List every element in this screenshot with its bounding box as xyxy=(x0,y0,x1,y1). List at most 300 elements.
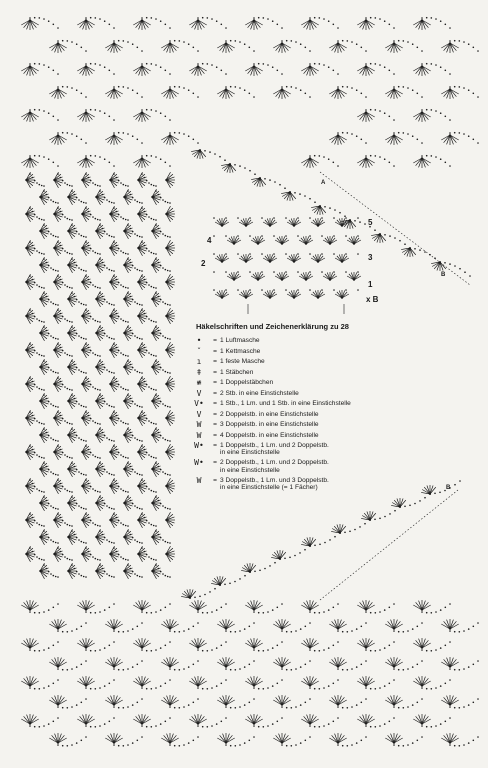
chain-dot xyxy=(225,630,227,632)
chain-dot xyxy=(88,347,90,349)
chain-dot xyxy=(414,248,416,250)
chain-dot xyxy=(95,17,97,19)
chain-dot xyxy=(449,132,451,134)
legend-equals: = xyxy=(213,431,217,439)
chain-dot xyxy=(62,350,64,352)
chain-dot xyxy=(234,581,236,583)
chain-dot xyxy=(50,301,52,303)
chain-dot xyxy=(71,185,73,187)
chain-dot xyxy=(48,112,50,114)
chain-dot xyxy=(34,180,36,182)
chain-dot xyxy=(468,89,470,91)
chain-dot xyxy=(127,326,129,328)
chain-dot xyxy=(454,484,456,486)
chain-dot xyxy=(137,139,139,141)
chain-dot xyxy=(43,18,45,20)
chain-dot xyxy=(29,17,31,19)
chain-dot xyxy=(209,591,211,593)
chain-dot xyxy=(219,156,221,158)
fan-symbol xyxy=(273,733,290,744)
chain-dot xyxy=(83,372,85,374)
chain-dot xyxy=(90,17,92,19)
chain-dot xyxy=(337,603,339,605)
chain-dot xyxy=(264,568,266,570)
chain-dot xyxy=(57,717,59,719)
chain-dot xyxy=(43,224,45,226)
chain-dot xyxy=(64,454,66,456)
chain-dot xyxy=(43,462,45,464)
chain-dot xyxy=(102,296,104,298)
chain-dot xyxy=(169,440,171,442)
chain-dot xyxy=(417,702,419,704)
chain-dot xyxy=(155,18,157,20)
chain-dot xyxy=(83,270,85,272)
fan-symbol xyxy=(335,290,349,299)
chain-dot xyxy=(334,209,336,211)
chain-dot xyxy=(57,479,59,481)
chain-dot xyxy=(419,500,421,502)
fan-symbol xyxy=(239,254,253,263)
chain-dot xyxy=(118,350,120,352)
chain-dot xyxy=(53,70,55,72)
chain-dot xyxy=(90,350,92,352)
chain-dot xyxy=(342,631,344,633)
fan-symbol xyxy=(280,188,298,203)
chain-dot xyxy=(69,321,71,323)
fan-symbol xyxy=(251,236,265,245)
chain-dot xyxy=(249,702,251,704)
fan-symbol xyxy=(441,42,458,53)
chain-dot xyxy=(211,18,213,20)
chain-dot xyxy=(127,559,129,561)
chain-dot xyxy=(118,214,120,216)
chain-dot xyxy=(148,420,150,422)
chain-dot xyxy=(421,50,423,52)
chain-dot xyxy=(104,647,106,649)
chain-dot xyxy=(99,491,101,493)
chain-dot xyxy=(244,666,246,668)
chain-dot xyxy=(211,725,213,727)
legend-item xyxy=(188,379,438,387)
chain-dot xyxy=(85,207,87,209)
chain-dot xyxy=(155,394,157,396)
chain-dot xyxy=(43,355,45,357)
fan-symbol xyxy=(357,157,374,168)
chain-dot xyxy=(57,207,59,209)
chain-dot xyxy=(137,371,139,373)
chain-dot xyxy=(324,206,326,208)
chain-dot xyxy=(393,630,395,632)
chain-dot xyxy=(127,258,129,260)
chain-dot xyxy=(155,321,157,323)
chain-dot xyxy=(113,406,115,408)
chain-dot xyxy=(109,303,111,305)
chain-dot xyxy=(337,132,339,134)
chain-dot xyxy=(118,418,120,420)
chain-dot xyxy=(104,333,106,335)
chain-dot xyxy=(29,173,31,175)
chain-dot xyxy=(431,109,433,111)
chain-dot xyxy=(333,645,335,647)
chain-dot xyxy=(43,326,45,328)
chain-dot xyxy=(48,265,50,267)
chain-dot xyxy=(62,180,64,182)
chain-dot xyxy=(32,517,34,519)
fan-symbol xyxy=(311,290,325,299)
chain-dot xyxy=(207,688,209,690)
chain-dot xyxy=(229,583,231,585)
chain-dot xyxy=(76,401,78,403)
chain-dot xyxy=(160,66,162,68)
chain-dot xyxy=(39,320,41,322)
chain-dot xyxy=(449,706,451,708)
chain-dot xyxy=(76,537,78,539)
chain-dot xyxy=(219,584,221,586)
legend-item xyxy=(188,411,438,419)
chain-dot xyxy=(249,170,251,172)
chain-dot xyxy=(295,41,297,43)
chain-dot xyxy=(99,110,101,112)
chain-dot xyxy=(454,265,456,267)
chain-dot xyxy=(141,513,143,515)
chain-dot xyxy=(125,253,127,255)
chain-dot xyxy=(67,184,69,186)
chain-dot xyxy=(36,250,38,252)
chain-dot xyxy=(32,449,34,451)
chain-dot xyxy=(165,201,167,203)
chain-dot xyxy=(146,17,148,19)
chain-dot xyxy=(357,271,359,273)
chain-dot xyxy=(155,253,157,255)
chain-dot xyxy=(167,576,169,578)
fan-symbol xyxy=(49,134,66,145)
chain-dot xyxy=(160,112,162,114)
chain-dot xyxy=(99,287,101,289)
chain-dot xyxy=(162,335,164,337)
fan-symbol xyxy=(165,240,175,256)
chain-dot xyxy=(263,63,265,65)
chain-dot xyxy=(269,565,271,567)
chain-dot xyxy=(421,109,423,111)
chain-dot xyxy=(99,428,101,430)
chain-dot xyxy=(76,135,78,137)
chain-dot xyxy=(449,641,451,643)
chain-dot xyxy=(403,631,405,633)
chain-dot xyxy=(104,265,106,267)
fan-symbol xyxy=(273,657,290,668)
chain-dot xyxy=(235,707,237,709)
chain-dot xyxy=(130,466,132,468)
chain-dot xyxy=(407,668,409,670)
chain-dot xyxy=(76,435,78,437)
chain-dot xyxy=(230,40,232,42)
chain-dot xyxy=(109,405,111,407)
chain-dot xyxy=(113,119,115,121)
chain-dot xyxy=(134,403,136,405)
chain-dot xyxy=(151,490,153,492)
chain-dot xyxy=(468,135,470,137)
chain-dot xyxy=(32,415,34,417)
chain-dot xyxy=(258,612,260,614)
chain-dot xyxy=(50,335,52,337)
chain-dot xyxy=(32,483,34,485)
chain-dot xyxy=(379,649,381,651)
chain-dot xyxy=(211,649,213,651)
fan-symbol xyxy=(165,512,175,528)
chain-dot xyxy=(155,224,157,226)
chain-dot xyxy=(99,462,101,464)
chain-dot xyxy=(144,313,146,315)
chain-dot xyxy=(309,50,311,52)
chain-dot xyxy=(158,330,160,332)
fan-symbol xyxy=(357,600,374,611)
chain-dot xyxy=(60,517,62,519)
chain-dot xyxy=(43,360,45,362)
chain-dot xyxy=(167,202,169,204)
chain-dot xyxy=(151,422,153,424)
chain-dot xyxy=(99,649,101,651)
chain-dot xyxy=(132,704,134,706)
fan-symbol: W xyxy=(196,475,202,485)
chain-dot xyxy=(281,717,283,719)
chain-dot xyxy=(151,650,153,652)
chain-dot xyxy=(261,217,263,219)
chain-dot xyxy=(36,182,38,184)
chain-dot xyxy=(43,287,45,289)
chain-dot xyxy=(104,112,106,114)
chain-dot xyxy=(199,596,201,598)
chain-dot xyxy=(148,556,150,558)
chain-dot xyxy=(127,87,129,89)
chain-dot xyxy=(123,558,125,560)
chain-dot xyxy=(76,503,78,505)
chain-dot xyxy=(125,389,127,391)
chain-dot xyxy=(71,423,73,425)
chain-dot xyxy=(158,534,160,536)
chain-dot xyxy=(92,454,94,456)
chain-dot xyxy=(174,707,176,709)
chain-dot xyxy=(53,607,55,609)
fan-symbol xyxy=(77,65,94,76)
chain-dot xyxy=(85,202,87,204)
chain-dot xyxy=(127,564,129,566)
fan-symbol xyxy=(21,157,38,168)
legend-item-text: 3 Doppelstb. in eine Einstichstelle xyxy=(220,421,319,428)
legend-item-text: 1 Luftmasche xyxy=(220,337,260,344)
chain-dot xyxy=(67,524,69,526)
chain-dot xyxy=(104,503,106,505)
chain-dot xyxy=(111,440,113,442)
fan-symbol xyxy=(49,657,66,668)
chain-dot xyxy=(139,406,141,408)
chain-dot xyxy=(67,558,69,560)
chain-dot xyxy=(85,542,87,544)
fan-symbol xyxy=(189,676,206,687)
legend-item-text: 1 Doppelstäbchen xyxy=(220,379,274,386)
chain-dot xyxy=(321,271,323,273)
chain-dot xyxy=(111,542,113,544)
chain-dot xyxy=(62,669,64,671)
chain-dot xyxy=(155,423,157,425)
chain-dot xyxy=(46,534,48,536)
chain-dot xyxy=(323,64,325,66)
chain-dot xyxy=(50,539,52,541)
chain-dot xyxy=(403,669,405,671)
chain-dot xyxy=(151,63,153,65)
chain-dot xyxy=(459,707,461,709)
chain-dot xyxy=(99,611,101,613)
legend-item-text: 2 Doppelstb. in eine Einstichstelle xyxy=(220,410,319,418)
chain-dot xyxy=(55,576,57,578)
sample-row-label-5: 5 xyxy=(368,218,373,227)
chain-dot xyxy=(99,321,101,323)
chain-dot xyxy=(74,466,76,468)
chain-dot xyxy=(393,668,395,670)
chain-dot xyxy=(162,233,164,235)
chain-dot xyxy=(407,706,409,708)
chain-dot xyxy=(369,519,371,521)
chain-dot xyxy=(281,40,283,42)
chain-dot xyxy=(295,87,297,89)
chain-dot xyxy=(473,93,475,95)
chain-dot xyxy=(116,449,118,451)
chain-dot xyxy=(393,27,395,29)
chain-dot xyxy=(69,559,71,561)
chain-dot xyxy=(281,679,283,681)
chain-dot xyxy=(263,17,265,19)
chain-dot xyxy=(71,630,73,632)
chain-dot xyxy=(204,594,206,596)
chain-dot xyxy=(74,500,76,502)
chain-dot xyxy=(344,215,346,217)
chain-dot xyxy=(32,347,34,349)
chain-dot xyxy=(36,216,38,218)
chain-dot xyxy=(158,568,160,570)
chain-dot xyxy=(421,611,423,613)
chain-dot xyxy=(253,63,255,65)
chain-dot xyxy=(113,630,115,632)
chain-dot xyxy=(57,445,59,447)
chain-dot xyxy=(393,73,395,75)
chain-dot xyxy=(165,405,167,407)
chain-dot xyxy=(141,309,143,311)
chain-dot xyxy=(148,216,150,218)
fan-symbol xyxy=(133,19,150,30)
chain-dot xyxy=(207,726,209,728)
chain-dot xyxy=(384,112,386,114)
chain-dot xyxy=(120,556,122,558)
edge-label-a: A xyxy=(321,180,326,186)
chain-dot xyxy=(273,253,275,255)
chain-dot xyxy=(53,575,55,577)
chain-dot xyxy=(244,167,246,169)
fan-symbol xyxy=(21,638,38,649)
chain-dot xyxy=(459,745,461,747)
chain-dot xyxy=(459,268,461,270)
chain-dot xyxy=(60,483,62,485)
chain-dot xyxy=(454,40,456,42)
chain-dot xyxy=(74,568,76,570)
fan-symbol xyxy=(329,619,346,630)
chain-dot xyxy=(165,645,167,647)
chain-dot xyxy=(286,86,288,88)
chain-dot xyxy=(60,313,62,315)
chain-dot xyxy=(253,622,255,624)
chain-dot xyxy=(69,287,71,289)
chain-dot xyxy=(118,554,120,556)
chain-dot xyxy=(71,355,73,357)
chain-dot xyxy=(74,262,76,264)
chain-dot xyxy=(43,559,45,561)
chain-dot xyxy=(29,275,31,277)
chain-dot xyxy=(225,717,227,719)
chain-dot xyxy=(314,17,316,19)
chain-dot xyxy=(106,233,108,235)
chain-dot xyxy=(85,411,87,413)
chain-dot xyxy=(319,155,321,157)
chain-dot xyxy=(384,685,386,687)
legend-item-text: 4 Doppelstb. in eine Einstichstelle xyxy=(220,431,319,439)
chain-dot xyxy=(174,86,176,88)
fan-symbol xyxy=(161,134,178,145)
fan-symbol xyxy=(311,218,325,227)
chain-dot xyxy=(34,109,36,111)
chain-dot xyxy=(90,180,92,182)
chain-dot xyxy=(167,440,169,442)
chain-dot xyxy=(440,112,442,114)
chain-dot xyxy=(361,93,363,95)
chain-dot xyxy=(359,526,361,528)
chain-dot xyxy=(83,508,85,510)
chain-dot xyxy=(449,73,451,75)
chain-dot xyxy=(459,40,461,42)
chain-dot xyxy=(43,258,45,260)
chain-dot xyxy=(412,666,414,668)
chain-dot xyxy=(71,41,73,43)
chain-dot xyxy=(125,355,127,357)
chain-dot xyxy=(319,612,321,614)
chain-dot xyxy=(90,554,92,556)
chain-dot xyxy=(319,17,321,19)
chain-dot xyxy=(104,367,106,369)
chain-dot xyxy=(81,303,83,305)
fan-symbol xyxy=(287,218,301,227)
chain-dot xyxy=(57,73,59,75)
chain-dot xyxy=(97,287,99,289)
fan-symbol xyxy=(133,65,150,76)
chain-dot xyxy=(291,40,293,42)
fan-symbol xyxy=(217,619,234,630)
chain-dot xyxy=(132,43,134,45)
chain-dot xyxy=(113,73,115,75)
chain-dot xyxy=(146,688,148,690)
chain-dot xyxy=(319,688,321,690)
chain-dot xyxy=(71,491,73,493)
chain-dot xyxy=(273,289,275,291)
chain-dot xyxy=(337,40,339,42)
chain-dot xyxy=(90,63,92,65)
chain-dot xyxy=(127,133,129,135)
chain-dot xyxy=(202,726,204,728)
chain-dot xyxy=(95,63,97,65)
chain-dot xyxy=(127,292,129,294)
chain-dot xyxy=(463,41,465,43)
chain-dot xyxy=(57,304,59,306)
chain-dot xyxy=(120,284,122,286)
chain-dot xyxy=(194,597,196,599)
chain-dot xyxy=(151,184,153,186)
chain-dot xyxy=(99,496,101,498)
